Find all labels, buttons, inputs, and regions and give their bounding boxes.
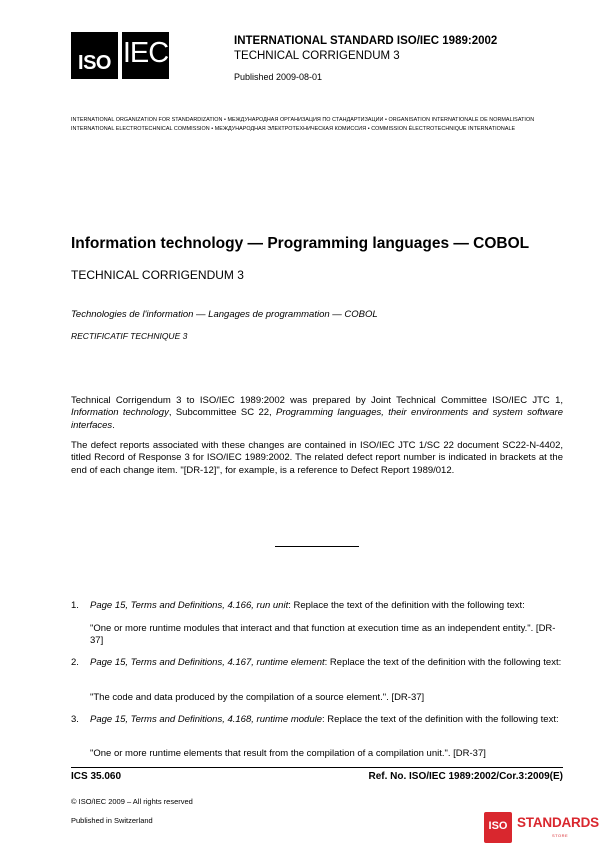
reference-number: Ref. No. ISO/IEC 1989:2002/Cor.3:2009(E) [368, 771, 563, 782]
item-reference: Page 15, Terms and Definitions, 4.167, runtime element [90, 657, 325, 668]
store-wordmark: STANDARDS [517, 815, 599, 830]
intro-text-c: , Subcommittee SC 22, [168, 407, 277, 419]
item-replacement-text: "One or more runtime modules that interact and that function at execution time as an independent entity.". [DR-37] [90, 623, 556, 647]
store-iso-text: ISO [488, 820, 508, 832]
iec-logo-text: IEC [122, 37, 169, 69]
item-number: 2. [71, 657, 79, 668]
french-corrigendum: RECTIFICATIF TECHNIQUE 3 [71, 331, 188, 341]
published-location: Published in Switzerland [71, 816, 153, 825]
store-iso-badge [484, 812, 512, 843]
item-reference: Page 15, Terms and Definitions, 4.168, runtime module [90, 714, 323, 725]
item-instruction: : Replace the text of the definition with the following text: [288, 600, 525, 611]
ics-code: ICS 35.060 [71, 771, 122, 782]
item-replacement-text: "One or more runtime elements that result from the compilation of a compilation unit.". [DR-37] [90, 748, 486, 759]
item-instruction: : Replace the text of the definition with the following text: [322, 714, 559, 725]
corrigendum-subtitle: TECHNICAL CORRIGENDUM 3 [234, 50, 400, 62]
item-reference: Page 15, Terms and Definitions, 4.166, run unit [90, 600, 289, 611]
item-number: 3. [71, 714, 79, 725]
org-line-iec: INTERNATIONAL ELECTROTECHNICAL COMMISSION • МЕЖДУНАРОДНАЯ ЭЛЕКТРОТЕХНИЧЕСКАЯ КОМИССИЯ • COMMISSION ÉLECTROTECHNIQUE INTERNATIONALE [71, 126, 516, 132]
iso-logo [71, 32, 118, 79]
document-corrigendum: TECHNICAL CORRIGENDUM 3 [71, 268, 244, 282]
french-title: Technologies de l'information — Langages de programmation — COBOL [71, 309, 378, 320]
intro-text-a: Technical Corrigendum 3 to ISO/IEC 1989:2002 was prepared by Joint Technical Committee ISO/IEC JTC 1, [71, 395, 563, 406]
intro-text-committee: Information technology [71, 407, 169, 419]
item-replacement-text: "The code and data produced by the compilation of a source element.". [DR-37] [90, 692, 425, 703]
defect-paragraph: The defect reports associated with these changes are contained in ISO/IEC JTC 1/SC 22 document SC22-N-4402, titled Record of Response 3 for ISO/IEC 1989:2002. The related defect report number is indicated in brackets at the end of each change item. "[DR-12]", for example, is a reference to Defect Report 1989/012. [71, 440, 563, 476]
intro-paragraph [71, 395, 563, 432]
store-tagline: STORE [552, 833, 569, 838]
intro-text-e: . [112, 419, 115, 431]
footer-rule [71, 767, 563, 768]
item-heading [90, 600, 563, 612]
item-number: 1. [71, 600, 79, 611]
intro-text-subcommittee: Programming languages, their environments and system software interfaces [71, 407, 563, 431]
iso-logo-text: ISO [78, 52, 111, 74]
published-date: Published 2009-08-01 [234, 72, 323, 82]
item-instruction: : Replace the text of the definition with the following text: [324, 657, 562, 668]
standard-title: INTERNATIONAL STANDARD ISO/IEC 1989:2002 [234, 35, 498, 47]
org-line-iso: INTERNATIONAL ORGANIZATION FOR STANDARDIZATION • МЕЖДУНАРОДНАЯ ОРГАНИЗАЦИЯ ПО СТАНДАРТИЗАЦИИ • ORGANISATION INTERNATIONALE DE NORMALISATION [71, 117, 535, 123]
document-title: Information technology — Programming languages — COBOL [71, 235, 530, 252]
iso-standards-store-logo [484, 812, 599, 846]
separator-rule [275, 546, 359, 547]
item-heading [90, 714, 563, 726]
item-heading [90, 657, 563, 669]
iec-logo [122, 32, 169, 79]
copyright-notice: © ISO/IEC 2009 – All rights reserved [71, 797, 193, 806]
